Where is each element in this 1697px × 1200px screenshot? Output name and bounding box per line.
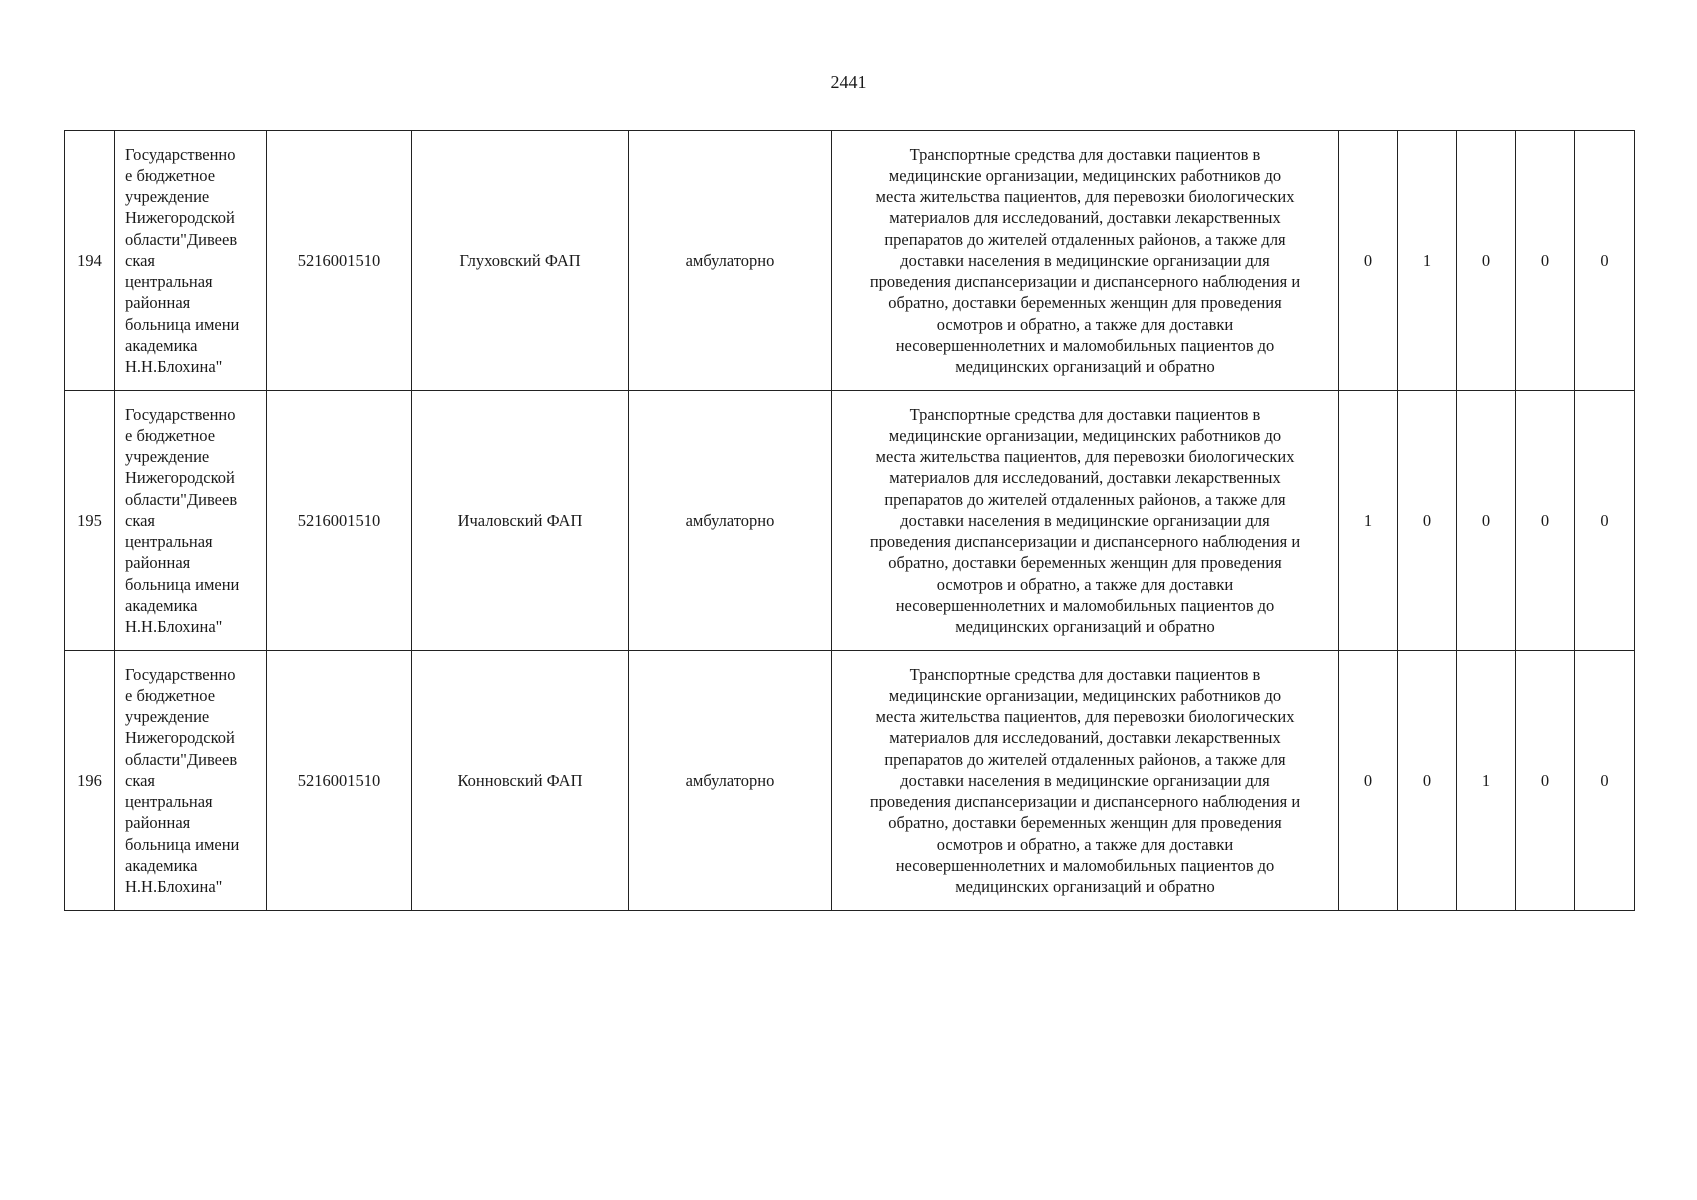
table-row <box>65 651 1635 911</box>
value-cell-4: 0 <box>1516 391 1575 651</box>
text-line: проведения диспансеризации и диспансерного наблюдения и <box>869 792 1301 812</box>
value-cell-2: 1 <box>1398 131 1457 391</box>
register-table <box>64 130 1635 911</box>
text-line: Государственно <box>125 664 236 684</box>
description-cell <box>832 131 1339 391</box>
text-line: районная <box>125 813 191 833</box>
text-line: Государственно <box>125 404 236 424</box>
row-number-cell: 194 <box>65 131 115 391</box>
table-row <box>65 131 1635 391</box>
text-line: медицинских организаций и обратно <box>955 356 1215 376</box>
text-line: места жительства пациентов, для перевозки биологических <box>875 187 1295 207</box>
inn-cell: 5216001510 <box>267 131 412 391</box>
text-line: обратно, доставки беременных женщин для проведения <box>888 293 1282 313</box>
text-line: несовершеннолетних и маломобильных пациентов до <box>895 855 1275 875</box>
description-text <box>840 664 1330 897</box>
value-cell-2: 0 <box>1398 391 1457 651</box>
text-line: Транспортные средства для доставки пациентов в <box>909 144 1261 164</box>
facility-cell: Глуховский ФАП <box>412 131 629 391</box>
text-line: несовершеннолетних и маломобильных пациентов до <box>895 335 1275 355</box>
text-line: больница имени <box>125 834 240 854</box>
text-line: учреждение <box>125 187 210 207</box>
facility-cell: Ичаловский ФАП <box>412 391 629 651</box>
inn-cell: 5216001510 <box>267 651 412 911</box>
text-line: районная <box>125 553 191 573</box>
text-line: учреждение <box>125 447 210 467</box>
text-line: медицинские организации, медицинских работников до <box>888 426 1282 446</box>
text-line: е бюджетное <box>125 426 216 446</box>
row-number-cell: 196 <box>65 651 115 911</box>
inn-cell: 5216001510 <box>267 391 412 651</box>
row-number-cell: 195 <box>65 391 115 651</box>
care-type-cell: амбулаторно <box>629 391 832 651</box>
text-line: места жительства пациентов, для перевозки биологических <box>875 447 1295 467</box>
description-cell <box>832 391 1339 651</box>
organization-name <box>125 404 258 637</box>
text-line: области"Дивеев <box>125 749 238 769</box>
text-line: е бюджетное <box>125 166 216 186</box>
description-text <box>840 404 1330 637</box>
text-line: медицинские организации, медицинских работников до <box>888 166 1282 186</box>
text-line: академика <box>125 335 198 355</box>
text-line: ская <box>125 510 156 530</box>
text-line: материалов для исследований, доставки лекарственных <box>889 468 1281 488</box>
table-row <box>65 391 1635 651</box>
care-type-cell: амбулаторно <box>629 131 832 391</box>
value-cell-1: 0 <box>1339 131 1398 391</box>
text-line: академика <box>125 595 198 615</box>
text-line: обратно, доставки беременных женщин для проведения <box>888 813 1282 833</box>
text-line: Транспортные средства для доставки пациентов в <box>909 664 1261 684</box>
text-line: препаратов до жителей отдаленных районов, а также для <box>884 489 1286 509</box>
text-line: доставки населения в медицинские организации для <box>900 510 1270 530</box>
text-line: области"Дивеев <box>125 489 238 509</box>
text-line: больница имени <box>125 574 240 594</box>
text-line: материалов для исследований, доставки лекарственных <box>889 208 1281 228</box>
text-line: центральная <box>125 532 213 552</box>
value-cell-3: 0 <box>1457 131 1516 391</box>
value-cell-1: 0 <box>1339 651 1398 911</box>
description-text <box>840 144 1330 377</box>
value-cell-5: 0 <box>1575 131 1635 391</box>
text-line: больница имени <box>125 314 240 334</box>
text-line: проведения диспансеризации и диспансерного наблюдения и <box>869 272 1301 292</box>
text-line: Нижегородской <box>125 728 235 748</box>
text-line: доставки населения в медицинские организации для <box>900 250 1270 270</box>
text-line: области"Дивеев <box>125 229 238 249</box>
text-line: осмотров и обратно, а также для доставки <box>936 574 1234 594</box>
text-line: районная <box>125 293 191 313</box>
text-line: ская <box>125 250 156 270</box>
value-cell-5: 0 <box>1575 651 1635 911</box>
text-line: Н.Н.Блохина" <box>125 876 223 896</box>
text-line: е бюджетное <box>125 686 216 706</box>
text-line: ская <box>125 770 156 790</box>
text-line: осмотров и обратно, а также для доставки <box>936 834 1234 854</box>
value-cell-4: 0 <box>1516 131 1575 391</box>
value-cell-1: 1 <box>1339 391 1398 651</box>
organization-cell <box>115 131 267 391</box>
text-line: Государственно <box>125 144 236 164</box>
organization-name <box>125 664 258 897</box>
text-line: Н.Н.Блохина" <box>125 356 223 376</box>
text-line: учреждение <box>125 707 210 727</box>
value-cell-3: 0 <box>1457 391 1516 651</box>
text-line: доставки населения в медицинские организации для <box>900 770 1270 790</box>
text-line: препаратов до жителей отдаленных районов, а также для <box>884 749 1286 769</box>
text-line: медицинских организаций и обратно <box>955 876 1215 896</box>
text-line: материалов для исследований, доставки лекарственных <box>889 728 1281 748</box>
text-line: Нижегородской <box>125 468 235 488</box>
description-cell <box>832 651 1339 911</box>
text-line: центральная <box>125 792 213 812</box>
text-line: осмотров и обратно, а также для доставки <box>936 314 1234 334</box>
facility-cell: Конновский ФАП <box>412 651 629 911</box>
text-line: Транспортные средства для доставки пациентов в <box>909 404 1261 424</box>
value-cell-4: 0 <box>1516 651 1575 911</box>
organization-cell <box>115 651 267 911</box>
text-line: медицинских организаций и обратно <box>955 616 1215 636</box>
text-line: проведения диспансеризации и диспансерного наблюдения и <box>869 532 1301 552</box>
text-line: места жительства пациентов, для перевозки биологических <box>875 707 1295 727</box>
text-line: препаратов до жителей отдаленных районов, а также для <box>884 229 1286 249</box>
text-line: Нижегородской <box>125 208 235 228</box>
text-line: Н.Н.Блохина" <box>125 616 223 636</box>
value-cell-3: 1 <box>1457 651 1516 911</box>
value-cell-2: 0 <box>1398 651 1457 911</box>
care-type-cell: амбулаторно <box>629 651 832 911</box>
value-cell-5: 0 <box>1575 391 1635 651</box>
page-number: 2441 <box>830 72 867 92</box>
text-line: центральная <box>125 272 213 292</box>
text-line: академика <box>125 855 198 875</box>
organization-name <box>125 144 258 377</box>
text-line: медицинские организации, медицинских работников до <box>888 686 1282 706</box>
text-line: несовершеннолетних и маломобильных пациентов до <box>895 595 1275 615</box>
table-body <box>65 131 1635 911</box>
text-line: обратно, доставки беременных женщин для проведения <box>888 553 1282 573</box>
organization-cell <box>115 391 267 651</box>
